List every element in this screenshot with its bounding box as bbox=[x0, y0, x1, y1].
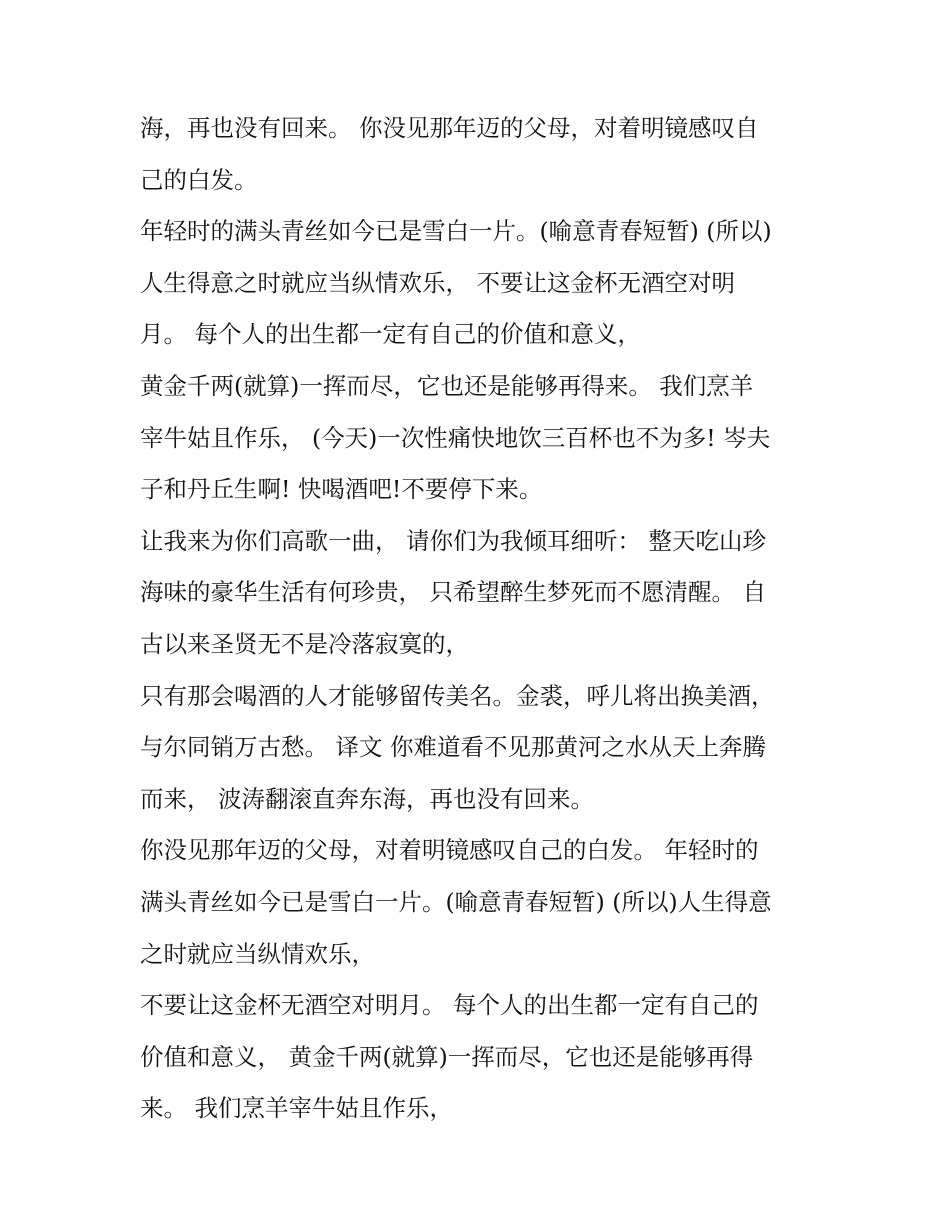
text-line: 来。 我们烹羊宰牛姑且作乐， bbox=[140, 1094, 453, 1123]
text-line: 价值和意义， 黄金千两(就算)一挥而尽，它也还是能够再得 bbox=[140, 1042, 754, 1071]
text-line: 海，再也没有回来。 你没见那年迈的父母，对着明镜感叹自 bbox=[140, 114, 759, 142]
text-line: 你没见那年迈的父母，对着明镜感叹自己的白发。 年轻时的 bbox=[140, 836, 759, 865]
text-line: 古以来圣贤无不是冷落寂寞的， bbox=[140, 629, 469, 658]
text-line: 只有那会喝酒的人才能够留传美名。金裘，呼儿将出换美酒， bbox=[140, 681, 775, 710]
text-line: 与尔同销万古愁。 译文 你难道看不见那黄河之水从天上奔腾 bbox=[140, 733, 766, 762]
text-line: 海味的豪华生活有何珍贵， 只希望醉生梦死而不愿清醒。 自 bbox=[140, 578, 766, 607]
text-line: 而来， 波涛翻滚直奔东海，再也没有回来。 bbox=[140, 784, 594, 813]
body-text bbox=[140, 103, 820, 1135]
text-line: 不要让这金杯无酒空对明月。 每个人的出生都一定有自己的 bbox=[140, 991, 759, 1020]
text-line: 满头青丝如今已是雪白一片。(喻意青春短暂) (所以)人生得意 bbox=[140, 887, 772, 916]
text-line: 子和丹丘生啊! 快喝酒吧!不要停下来。 bbox=[140, 475, 543, 504]
text-line: 黄金千两(就算)一挥而尽，它也还是能够再得来。 我们烹羊 bbox=[140, 371, 754, 400]
text-line: 人生得意之时就应当纵情欢乐， 不要让这金杯无酒空对明 bbox=[140, 268, 735, 297]
text-line: 之时就应当纵情欢乐， bbox=[140, 939, 375, 968]
text-line: 年轻时的满头青丝如今已是雪白一片。(喻意青春短暂) (所以) bbox=[140, 217, 772, 246]
text-line: 己的白发。 bbox=[140, 165, 258, 194]
text-line: 宰牛姑且作乐， (今天)一次性痛快地饮三百杯也不为多! 岑夫 bbox=[140, 423, 771, 452]
text-line: 让我来为你们高歌一曲， 请你们为我倾耳细听： 整天吃山珍 bbox=[140, 526, 766, 555]
text-line: 月。 每个人的出生都一定有自己的价值和意义， bbox=[140, 320, 641, 349]
